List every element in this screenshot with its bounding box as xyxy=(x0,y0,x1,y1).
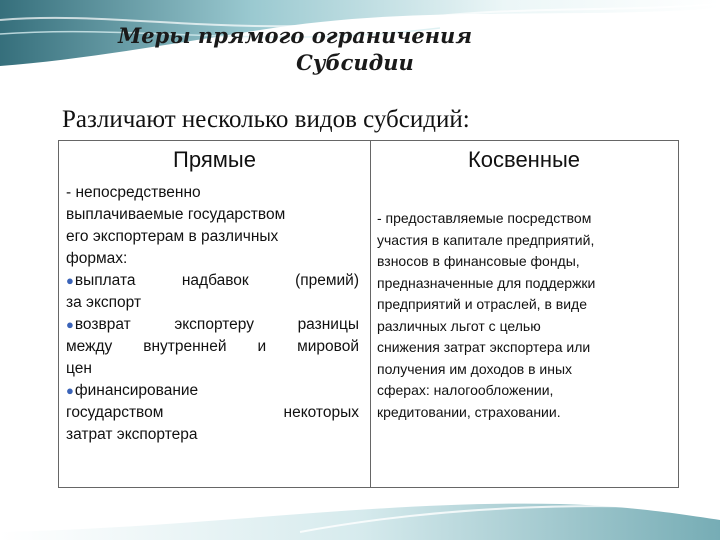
bullet-dot-icon: ● xyxy=(66,383,74,398)
right-line: снижения затрат экспортера или xyxy=(377,339,591,355)
left-line: затрат экспортера xyxy=(66,426,198,443)
left-line: - непосредственно xyxy=(66,184,201,201)
bullet-item-premium: ●выплата надбавок (премий) xyxy=(66,272,359,289)
bullet-item-financing: ●финансирование xyxy=(66,382,199,399)
left-line: за экспорт xyxy=(66,294,142,311)
left-line: его экспортерам в различных xyxy=(66,228,279,245)
right-line: предназначенные для поддержки xyxy=(377,274,596,291)
right-line: предприятий и отраслей, в виде xyxy=(377,296,587,312)
left-line: формах: xyxy=(66,250,128,267)
right-line: взносов в финансовые фонды, xyxy=(377,253,580,269)
left-line: цен xyxy=(66,360,92,377)
subsidy-types-table xyxy=(58,140,679,488)
direct-subsidies-column xyxy=(59,141,371,487)
title-line-1: Меры прямого ограничения xyxy=(117,23,473,48)
right-line: получения им доходов в иных xyxy=(377,360,573,377)
right-line: кредитовании, страховании. xyxy=(377,403,561,420)
right-line: - предоставляемые посредством xyxy=(377,210,592,226)
bullet-dot-icon: ● xyxy=(66,273,74,288)
indirect-subsidies-text xyxy=(377,208,677,423)
slide-title xyxy=(0,22,720,76)
right-line: различных льгот с целью xyxy=(377,317,541,334)
direct-subsidies-text xyxy=(66,182,359,446)
intro-text: Различают несколько видов субсидий: xyxy=(62,106,470,133)
right-line: участия в капитале предприятий, xyxy=(377,231,595,248)
left-line-justified: между внутренней и мировой xyxy=(66,338,359,355)
left-line: выплачиваемые государством xyxy=(66,206,286,223)
right-line: сферах: налогообложении, xyxy=(377,382,554,398)
bullet-dot-icon: ● xyxy=(66,317,74,332)
bullet-item-price-difference: ●возврат экспортеру разницы xyxy=(66,316,359,333)
direct-column-header: Прямые xyxy=(173,147,256,172)
indirect-subsidies-column xyxy=(370,141,678,487)
footer-wave-decoration xyxy=(0,470,720,540)
indirect-column-header: Косвенные xyxy=(467,147,581,172)
left-line-justified: государством некоторых xyxy=(66,404,359,421)
title-line-2: Субсидии xyxy=(296,50,414,75)
